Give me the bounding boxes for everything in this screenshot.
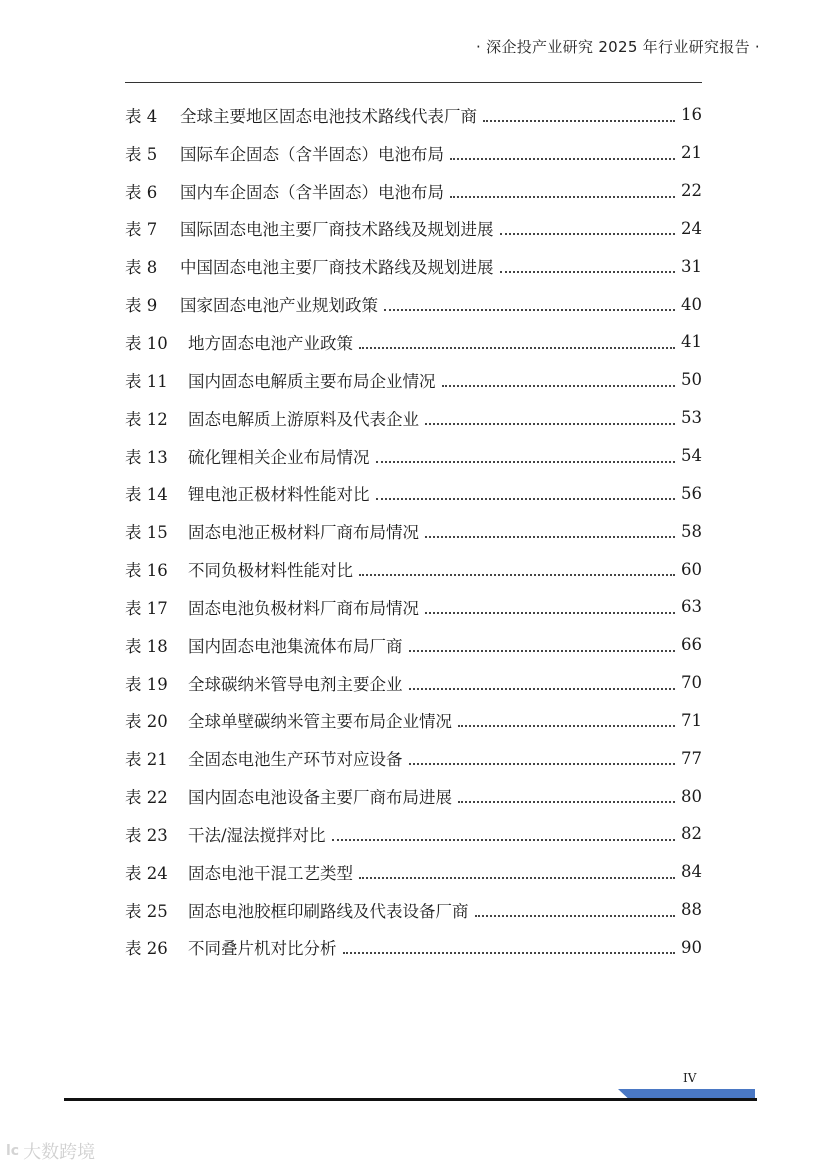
toc-dot-leader bbox=[332, 839, 675, 841]
toc-entry[interactable] bbox=[125, 929, 702, 967]
toc-entry[interactable] bbox=[125, 664, 702, 702]
toc-entry-page: 66 bbox=[681, 635, 702, 655]
toc-entry-label: 表 19 bbox=[125, 674, 168, 694]
toc-dot-leader bbox=[425, 612, 675, 614]
toc-entry-label: 表 26 bbox=[125, 939, 168, 959]
toc-entry[interactable] bbox=[125, 891, 702, 929]
toc-entry-page: 31 bbox=[681, 256, 702, 276]
toc-entry[interactable] bbox=[125, 474, 702, 512]
toc-entry-page: 70 bbox=[681, 673, 702, 693]
toc-dot-leader bbox=[458, 725, 675, 727]
toc-entry-page: 82 bbox=[681, 824, 702, 844]
toc-entry[interactable] bbox=[125, 437, 702, 475]
toc-entry-title: 不同负极材料性能对比 bbox=[188, 561, 353, 581]
toc-entry-label: 表 4 bbox=[125, 106, 158, 126]
toc-entry-label: 表 23 bbox=[125, 825, 168, 845]
toc-entry-page: 77 bbox=[681, 748, 702, 768]
table-of-contents bbox=[125, 96, 702, 966]
toc-entry-title: 国际车企固态（含半固态）电池布局 bbox=[180, 144, 444, 164]
toc-entry[interactable] bbox=[125, 815, 702, 853]
toc-entry-page: 80 bbox=[681, 786, 702, 806]
toc-entry[interactable] bbox=[125, 247, 702, 285]
toc-entry-page: 84 bbox=[681, 862, 702, 882]
toc-entry-title: 全固态电池生产环节对应设备 bbox=[188, 750, 403, 770]
watermark-text: 大数跨境 bbox=[23, 1142, 96, 1163]
toc-dot-leader bbox=[500, 271, 676, 273]
toc-entry-label: 表 15 bbox=[125, 523, 168, 543]
toc-entry-page: 58 bbox=[681, 521, 702, 541]
toc-entry-title: 固态电解质上游原料及代表企业 bbox=[188, 409, 419, 429]
toc-dot-leader bbox=[450, 196, 675, 198]
toc-entry-page: 21 bbox=[681, 143, 702, 163]
footer-accent-tab bbox=[618, 1089, 755, 1098]
toc-dot-leader bbox=[425, 536, 675, 538]
toc-entry-title: 国家固态电池产业规划政策 bbox=[180, 296, 378, 316]
toc-entry-page: 71 bbox=[681, 710, 702, 730]
toc-entry-page: 41 bbox=[681, 332, 702, 352]
toc-dot-leader bbox=[442, 385, 676, 387]
toc-entry[interactable] bbox=[125, 702, 702, 740]
toc-dot-leader bbox=[376, 461, 676, 463]
toc-entry-label: 表 21 bbox=[125, 750, 168, 770]
toc-dot-leader bbox=[343, 952, 676, 954]
toc-entry-label: 表 17 bbox=[125, 598, 168, 618]
toc-entry-label: 表 18 bbox=[125, 636, 168, 656]
toc-entry-page: 24 bbox=[681, 218, 702, 238]
toc-entry-title: 硫化锂相关企业布局情况 bbox=[188, 447, 370, 467]
toc-entry-title: 固态电池负极材料厂商布局情况 bbox=[188, 598, 419, 618]
toc-entry-label: 表 16 bbox=[125, 561, 168, 581]
toc-entry[interactable] bbox=[125, 134, 702, 172]
toc-dot-leader bbox=[359, 574, 675, 576]
watermark-logo-icon: lc bbox=[6, 1143, 20, 1159]
toc-entry-title: 全球单壁碳纳米管主要布局企业情况 bbox=[188, 712, 452, 732]
toc-entry[interactable] bbox=[125, 96, 702, 134]
toc-entry-label: 表 24 bbox=[125, 863, 168, 883]
toc-entry[interactable] bbox=[125, 777, 702, 815]
toc-entry-page: 50 bbox=[681, 370, 702, 390]
toc-entry-title: 国内固态电解质主要布局企业情况 bbox=[188, 371, 436, 391]
toc-dot-leader bbox=[500, 233, 676, 235]
header-divider bbox=[125, 82, 702, 83]
toc-entry-page: 54 bbox=[681, 446, 702, 466]
footer-divider bbox=[64, 1098, 757, 1101]
toc-entry-label: 表 9 bbox=[125, 296, 158, 316]
toc-entry-page: 53 bbox=[681, 408, 702, 428]
toc-entry[interactable] bbox=[125, 626, 702, 664]
toc-entry-label: 表 14 bbox=[125, 485, 168, 505]
toc-entry-page: 16 bbox=[681, 105, 702, 125]
toc-entry-title: 全球碳纳米管导电剂主要企业 bbox=[188, 674, 403, 694]
toc-entry-page: 88 bbox=[681, 900, 702, 920]
toc-entry-title: 干法/湿法搅拌对比 bbox=[188, 825, 326, 845]
toc-dot-leader bbox=[458, 801, 675, 803]
watermark bbox=[6, 1138, 95, 1164]
toc-dot-leader bbox=[409, 763, 676, 765]
toc-entry-label: 表 6 bbox=[125, 182, 158, 202]
toc-entry-title: 地方固态电池产业政策 bbox=[188, 333, 353, 353]
page-number: IV bbox=[683, 1071, 697, 1085]
toc-entry[interactable] bbox=[125, 210, 702, 248]
toc-dot-leader bbox=[475, 915, 676, 917]
toc-entry-page: 90 bbox=[681, 937, 702, 957]
toc-entry-title: 中国固态电池主要厂商技术路线及规划进展 bbox=[180, 258, 494, 278]
toc-entry-title: 国内固态电池设备主要厂商布局进展 bbox=[188, 788, 452, 808]
toc-entry-title: 固态电池胶框印刷路线及代表设备厂商 bbox=[188, 901, 469, 921]
toc-entry[interactable] bbox=[125, 739, 702, 777]
toc-entry-title: 国内固态电池集流体布局厂商 bbox=[188, 636, 403, 656]
toc-entry-page: 22 bbox=[681, 181, 702, 201]
toc-dot-leader bbox=[359, 347, 675, 349]
toc-entry[interactable] bbox=[125, 512, 702, 550]
toc-entry-label: 表 8 bbox=[125, 258, 158, 278]
report-header: · 深企投产业研究 2025 年行业研究报告 · bbox=[476, 38, 760, 56]
toc-dot-leader bbox=[483, 120, 675, 122]
toc-entry-title: 锂电池正极材料性能对比 bbox=[188, 485, 370, 505]
toc-entry[interactable] bbox=[125, 399, 702, 437]
toc-entry-page: 63 bbox=[681, 597, 702, 617]
toc-entry-label: 表 25 bbox=[125, 901, 168, 921]
toc-dot-leader bbox=[450, 158, 675, 160]
toc-dot-leader bbox=[384, 309, 675, 311]
toc-entry-title: 固态电池干混工艺类型 bbox=[188, 863, 353, 883]
toc-entry-label: 表 13 bbox=[125, 447, 168, 467]
toc-dot-leader bbox=[359, 877, 675, 879]
toc-entry-title: 全球主要地区固态电池技术路线代表厂商 bbox=[180, 106, 477, 126]
toc-dot-leader bbox=[425, 423, 675, 425]
toc-entry-label: 表 11 bbox=[125, 371, 168, 391]
toc-entry[interactable] bbox=[125, 550, 702, 588]
toc-entry[interactable] bbox=[125, 361, 702, 399]
toc-entry-label: 表 22 bbox=[125, 788, 168, 808]
toc-entry-title: 国际固态电池主要厂商技术路线及规划进展 bbox=[180, 220, 494, 240]
toc-entry[interactable] bbox=[125, 172, 702, 210]
toc-entry-title: 固态电池正极材料厂商布局情况 bbox=[188, 523, 419, 543]
toc-entry-label: 表 12 bbox=[125, 409, 168, 429]
toc-entry-page: 60 bbox=[681, 559, 702, 579]
toc-entry[interactable] bbox=[125, 588, 702, 626]
toc-entry-page: 40 bbox=[681, 294, 702, 314]
toc-entry-page: 56 bbox=[681, 483, 702, 503]
toc-entry[interactable] bbox=[125, 323, 702, 361]
toc-entry-label: 表 10 bbox=[125, 333, 168, 353]
toc-entry[interactable] bbox=[125, 285, 702, 323]
toc-entry[interactable] bbox=[125, 853, 702, 891]
toc-dot-leader bbox=[409, 688, 676, 690]
toc-dot-leader bbox=[409, 650, 676, 652]
toc-entry-title: 不同叠片机对比分析 bbox=[188, 939, 337, 959]
toc-entry-label: 表 7 bbox=[125, 220, 158, 240]
toc-dot-leader bbox=[376, 498, 676, 500]
toc-entry-label: 表 5 bbox=[125, 144, 158, 164]
toc-entry-label: 表 20 bbox=[125, 712, 168, 732]
toc-entry-title: 国内车企固态（含半固态）电池布局 bbox=[180, 182, 444, 202]
